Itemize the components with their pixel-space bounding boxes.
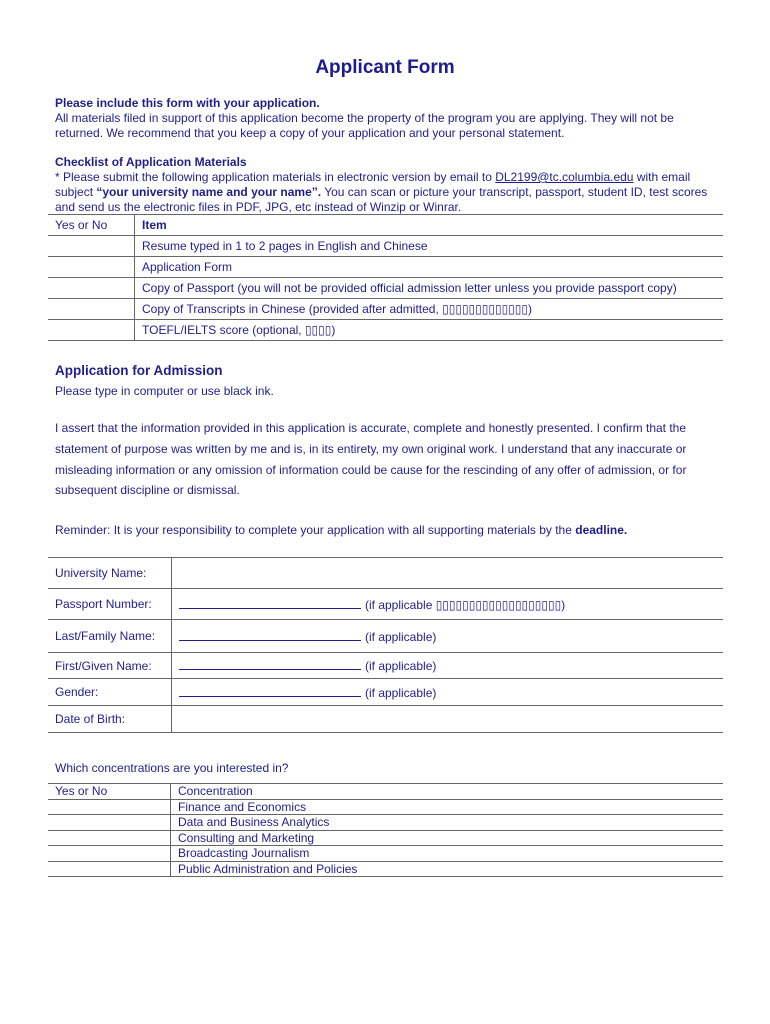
deadline-word: deadline. — [575, 523, 628, 537]
reminder-text — [55, 523, 627, 538]
checklist-item: Copy of Passport (you will not be provided official admission letter unless you provide passport copy) — [135, 278, 724, 299]
concentration-item: Broadcasting Journalism — [171, 846, 724, 862]
passport-blank[interactable] — [179, 597, 361, 609]
concentration-row — [48, 830, 723, 846]
field-row — [48, 706, 723, 733]
first-name-label: First/Given Name: — [48, 653, 172, 679]
checklist-yes-no-cell[interactable] — [48, 236, 135, 257]
concentration-yes-no-cell[interactable] — [48, 846, 171, 862]
checklist-row — [48, 257, 723, 278]
checklist-row — [48, 236, 723, 257]
concentration-yes-no-cell[interactable] — [48, 830, 171, 846]
last-name-input[interactable] — [172, 620, 724, 653]
checklist-text-before: * Please submit the following application materials in electronic version by email to — [55, 170, 496, 184]
checklist-item: Copy of Transcripts in Chinese (provided after admitted, ▯▯▯▯▯▯▯▯▯▯▯▯▯) — [135, 299, 724, 320]
concentration-header-row — [48, 784, 723, 800]
admission-table — [48, 557, 723, 733]
admission-heading: Application for Admission — [55, 363, 223, 378]
checklist-item: Resume typed in 1 to 2 pages in English and Chinese — [135, 236, 724, 257]
checklist-table — [48, 214, 723, 341]
email-subject: “your university name and your name”. — [96, 185, 322, 199]
first-name-note: (if applicable) — [365, 659, 437, 673]
first-name-input[interactable] — [172, 653, 724, 679]
last-name-label: Last/Family Name: — [48, 620, 172, 653]
reminder-body: Reminder: It is your responsibility to complete your application with all supporting materials by the — [55, 523, 576, 537]
page-title: Applicant Form — [315, 57, 455, 78]
intro-section — [55, 96, 715, 141]
concentration-row — [48, 861, 723, 877]
field-row — [48, 679, 723, 706]
checklist-yes-no-cell[interactable] — [48, 257, 135, 278]
passport-label: Passport Number: — [48, 589, 172, 620]
concentration-item: Consulting and Marketing — [171, 830, 724, 846]
field-row — [48, 558, 723, 589]
checklist-row — [48, 320, 723, 341]
checklist-yes-no-cell[interactable] — [48, 320, 135, 341]
checklist-heading: Checklist of Application Materials — [55, 155, 247, 169]
checklist-item: TOEFL/IELTS score (optional, ▯▯▯▯) — [135, 320, 724, 341]
checklist-text-mid: with email subject — [55, 170, 691, 199]
concentration-item: Public Administration and Policies — [171, 861, 724, 877]
checklist-item: Application Form — [135, 257, 724, 278]
dob-label: Date of Birth: — [48, 706, 172, 733]
checklist-row — [48, 299, 723, 320]
admission-instruction: Please type in computer or use black ink. — [55, 384, 274, 398]
field-row — [48, 653, 723, 679]
university-input[interactable] — [172, 558, 724, 589]
passport-note: (if applicable ▯▯▯▯▯▯▯▯▯▯▯▯▯▯▯▯▯▯▯) — [365, 597, 566, 612]
concentration-yes-no-cell[interactable] — [48, 799, 171, 815]
checklist-text-after: You can scan or picture your transcript, passport, student ID, test scores and send us the electronic files in PDF, JPG, etc instead of Winzip or Winrar. — [55, 185, 708, 214]
concentration-row — [48, 846, 723, 862]
email-link[interactable]: DL2199@tc.columbia.edu — [495, 170, 634, 184]
intro-text: All materials filed in support of this application become the property of the program you are applying. They will not be returned. We recommend that you keep a copy of your application and your personal statement. — [55, 111, 674, 140]
concentration-table — [48, 783, 723, 877]
last-name-blank[interactable] — [179, 629, 361, 641]
checklist-row — [48, 278, 723, 299]
concentration-item: Data and Business Analytics — [171, 815, 724, 831]
concentration-question: Which concentrations are you interested in? — [55, 761, 289, 775]
gender-label: Gender: — [48, 679, 172, 706]
col-yes-no: Yes or No — [48, 784, 171, 800]
field-row — [48, 589, 723, 620]
concentration-yes-no-cell[interactable] — [48, 861, 171, 877]
assertion-text: I assert that the information provided in this application is accurate, complete and honestly presented. I confirm that the statement of purpose was written by me and is, in its entirety, my own original work. I understand that any inaccurate or misleading information or any omission of information could be cause for the rescinding of any offer of admission, or for subsequent discipline or dismissal. — [55, 421, 687, 498]
checklist-yes-no-cell[interactable] — [48, 278, 135, 299]
checklist-section — [55, 155, 715, 215]
col-yes-no: Yes or No — [48, 215, 135, 236]
passport-input[interactable] — [172, 589, 724, 620]
col-concentration: Concentration — [171, 784, 724, 800]
checklist-yes-no-cell[interactable] — [48, 299, 135, 320]
field-row — [48, 620, 723, 653]
last-name-note: (if applicable) — [365, 629, 437, 644]
gender-input[interactable] — [172, 679, 724, 706]
concentration-item: Finance and Economics — [171, 799, 724, 815]
dob-input[interactable] — [172, 706, 724, 733]
intro-heading: Please include this form with your application. — [55, 96, 320, 110]
checklist-instructions — [55, 170, 715, 215]
first-name-blank[interactable] — [179, 658, 361, 670]
col-item: Item — [135, 215, 724, 236]
concentration-row — [48, 815, 723, 831]
concentration-yes-no-cell[interactable] — [48, 815, 171, 831]
checklist-header-row — [48, 215, 723, 236]
gender-note: (if applicable) — [365, 685, 437, 700]
concentration-row — [48, 799, 723, 815]
gender-blank[interactable] — [179, 685, 361, 697]
university-label: University Name: — [48, 558, 172, 589]
